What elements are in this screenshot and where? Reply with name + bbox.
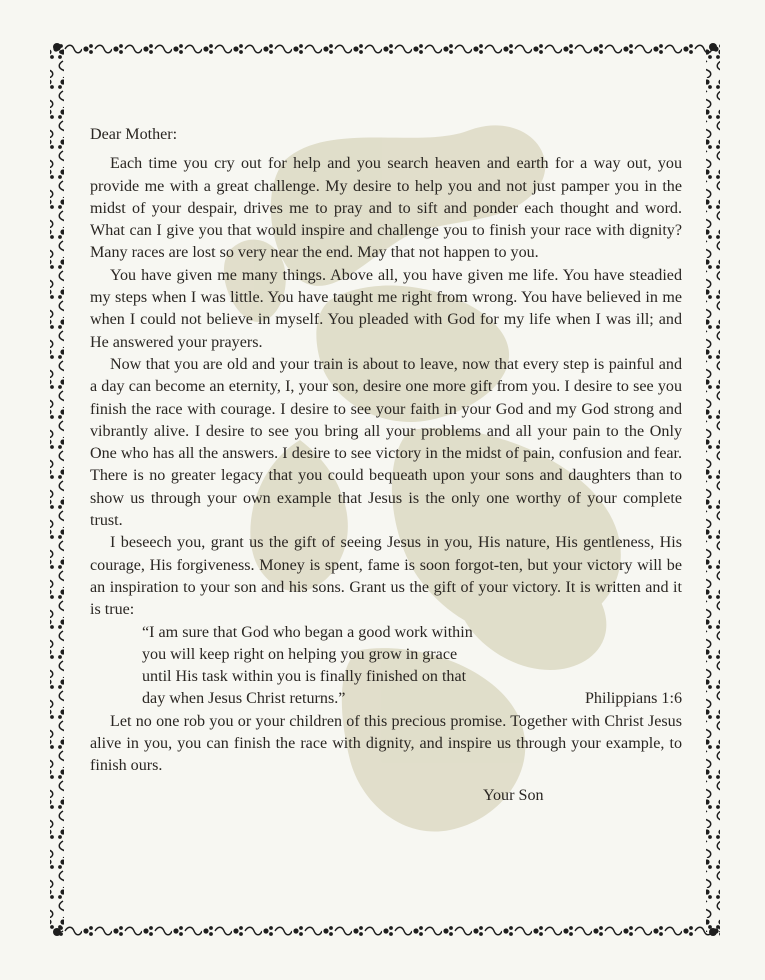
salutation: Dear Mother: — [90, 126, 178, 143]
paragraph-3: Now that you are old and your train is about to leave, now that every step is painful and a day can become an eternity, I, your son, desire one more gift from you. I desire to see you finish the race with courage. I desire to see your faith in your God and my God strong and vibrantly alive. I desire to see you bring all your problems and all your pain to the Only One who has all the answers. I desire to see victory in the midst of pain, confusion and fear. There is no greater legacy that you could bequeath upon your sons and daughters than to show us through your own example that Jesus is the only one worthy of your complete trust. — [90, 355, 682, 530]
scripture-reference: Philippians 1:6 — [584, 690, 682, 708]
quote-line: “I am sure that God who began a good work within — [142, 623, 473, 641]
paragraph-4: I beseech you, grant us the gift of seeing Jesus in you, His nature, His gentleness, His courage, His forgiveness. Money is spent, fame is soon forgot-ten, but your victory will be an inspiration to your son and his sons. Grant us the gift of your victory. It is written and it is true: — [90, 534, 682, 619]
quote-line: until His task within you is finally finished on that — [142, 668, 467, 686]
quote-line: day when Jesus Christ returns.” — [142, 690, 346, 708]
closing-paragraph: Let no one rob you or your children of this precious promise. Together with Christ Jesus alive in you, you can finish the race with dignity, and inspire us through your example, to finish ours. — [90, 712, 682, 775]
paragraph-2: You have given me many things. Above all, you have given me life. You have steadied my steps when I was little. You have taught me right from wrong. You have believed in me when I could not believe in myself. You pleaded with God for my life when I was ill; and He answered your prayers. — [90, 266, 682, 351]
signature: Your Son — [483, 786, 544, 804]
paragraph-1: Each time you cry out for help and you search heaven and earth for a way out, you provide me with a great challenge. My desire to help you and not just pamper you in the midst of your despair, drives me to pray and to sift and ponder each thought and word. What can I give you that would inspire and challenge you to finish your race with dignity? Many races are lost so very near the end. May that not happen to you. — [90, 155, 682, 262]
quote-line: you will keep right on helping you grow in grace — [142, 645, 458, 663]
letter-body — [90, 124, 682, 807]
scripture-quote — [90, 622, 682, 711]
